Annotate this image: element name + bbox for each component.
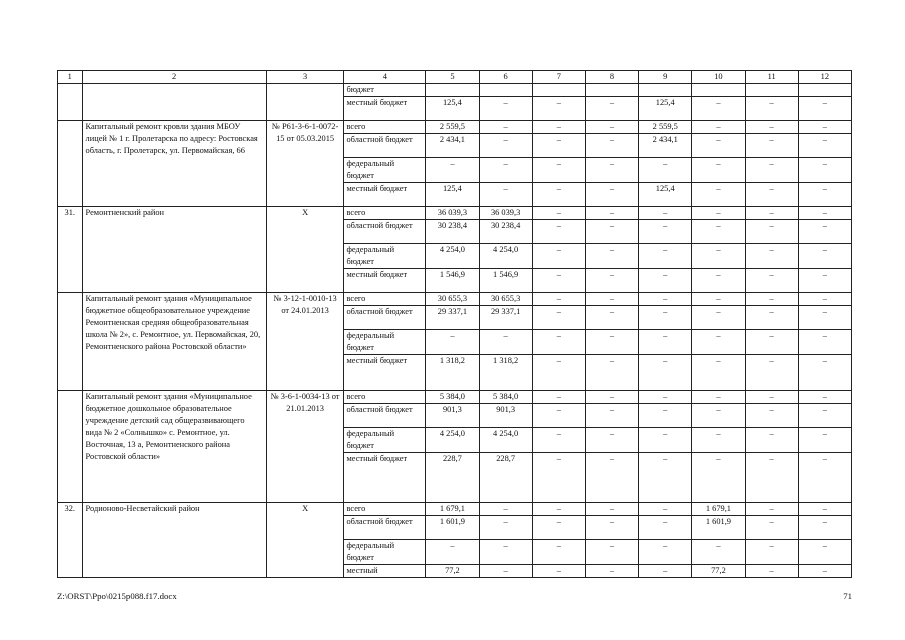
header-cell: 11 (745, 71, 798, 84)
value-cell: – (479, 540, 532, 565)
header-cell: 5 (426, 71, 479, 84)
table-row (58, 293, 852, 306)
value-cell: – (532, 244, 585, 269)
funding-source-cell: местный (344, 565, 426, 578)
value-cell: – (479, 330, 532, 355)
document-ref-cell (266, 84, 344, 121)
budget-table (57, 70, 852, 578)
value-cell: 29 337,1 (479, 306, 532, 330)
value-cell: – (585, 565, 638, 578)
value-cell: – (692, 453, 745, 503)
value-cell: – (692, 207, 745, 220)
value-cell: – (745, 207, 798, 220)
object-name-cell (82, 84, 266, 121)
value-cell: – (745, 355, 798, 391)
value-cell: – (532, 540, 585, 565)
funding-source-cell: местный бюджет (344, 355, 426, 391)
value-cell: – (639, 404, 692, 428)
value-cell: 1 546,9 (426, 269, 479, 293)
value-cell: 901,3 (479, 404, 532, 428)
value-cell: – (692, 97, 745, 121)
value-cell: – (692, 391, 745, 404)
value-cell: – (532, 453, 585, 503)
value-cell: – (692, 404, 745, 428)
value-cell: – (639, 244, 692, 269)
value-cell: – (585, 503, 638, 516)
value-cell: – (585, 516, 638, 540)
value-cell: – (639, 158, 692, 183)
value-cell: – (745, 121, 798, 134)
value-cell: – (798, 306, 851, 330)
value-cell: – (798, 516, 851, 540)
header-cell: 2 (82, 71, 266, 84)
document-page (57, 70, 852, 578)
value-cell: 2 434,1 (639, 134, 692, 158)
value-cell: – (639, 330, 692, 355)
value-cell: – (692, 428, 745, 453)
value-cell: – (798, 269, 851, 293)
value-cell: – (798, 207, 851, 220)
row-number-cell (58, 293, 83, 391)
value-cell: – (532, 516, 585, 540)
funding-source-cell: областной бюджет (344, 306, 426, 330)
value-cell: – (585, 404, 638, 428)
value-cell: – (639, 355, 692, 391)
value-cell: – (798, 97, 851, 121)
value-cell: – (639, 391, 692, 404)
value-cell: 1 679,1 (692, 503, 745, 516)
value-cell: – (798, 428, 851, 453)
value-cell: – (798, 503, 851, 516)
value-cell: – (798, 453, 851, 503)
funding-source-cell: федеральный бюджет (344, 158, 426, 183)
value-cell: – (798, 134, 851, 158)
value-cell: 4 254,0 (479, 244, 532, 269)
value-cell: 2 559,5 (426, 121, 479, 134)
value-cell: – (532, 428, 585, 453)
value-cell: 1 601,9 (426, 516, 479, 540)
header-row (58, 71, 852, 84)
funding-source-cell: федеральный бюджет (344, 330, 426, 355)
value-cell (532, 84, 585, 97)
value-cell: 77,2 (426, 565, 479, 578)
value-cell: 1 679,1 (426, 503, 479, 516)
value-cell: – (479, 97, 532, 121)
value-cell: – (745, 503, 798, 516)
value-cell: 228,7 (479, 453, 532, 503)
value-cell: 30 655,3 (479, 293, 532, 306)
funding-source-cell: местный бюджет (344, 453, 426, 503)
value-cell: 125,4 (426, 183, 479, 207)
value-cell: – (692, 540, 745, 565)
document-ref-cell: Х (266, 207, 344, 293)
value-cell: – (532, 330, 585, 355)
row-number-cell (58, 391, 83, 503)
value-cell: – (479, 503, 532, 516)
value-cell: – (532, 306, 585, 330)
document-ref-cell: Х (266, 503, 344, 578)
value-cell: – (798, 220, 851, 244)
value-cell: – (798, 244, 851, 269)
value-cell: – (585, 293, 638, 306)
value-cell: – (798, 121, 851, 134)
value-cell: – (639, 565, 692, 578)
value-cell: – (532, 269, 585, 293)
value-cell: – (585, 134, 638, 158)
value-cell: – (585, 453, 638, 503)
value-cell: – (639, 220, 692, 244)
value-cell: – (692, 306, 745, 330)
value-cell: – (798, 565, 851, 578)
header-cell: 12 (798, 71, 851, 84)
value-cell: – (479, 134, 532, 158)
value-cell: – (585, 97, 638, 121)
value-cell: – (479, 183, 532, 207)
value-cell: 77,2 (692, 565, 745, 578)
funding-source-cell: бюджет (344, 84, 426, 97)
funding-source-cell: областной бюджет (344, 134, 426, 158)
value-cell (585, 84, 638, 97)
value-cell: – (639, 293, 692, 306)
value-cell: 4 254,0 (426, 244, 479, 269)
value-cell: – (745, 428, 798, 453)
document-ref-cell: № Р61-3-6-1-0072-15 от 05.03.2015 (266, 121, 344, 207)
header-cell: 10 (692, 71, 745, 84)
header-cell: 9 (639, 71, 692, 84)
value-cell: – (532, 391, 585, 404)
value-cell: – (585, 207, 638, 220)
funding-source-cell: федеральный бюджет (344, 428, 426, 453)
table-row (58, 391, 852, 404)
funding-source-cell: областной бюджет (344, 220, 426, 244)
table-body (58, 71, 852, 578)
header-cell: 1 (58, 71, 83, 84)
funding-source-cell: всего (344, 293, 426, 306)
object-name-cell: Капитальный ремонт здания «Муниципальное бюджетное дошкольное образовательное учреждение детский сад общеразвивающего вида № 2 «Солнышко» с. Ремонтное, ул. Восточная, 13 а, Ремонтненского района Ростовской области» (82, 391, 266, 503)
value-cell: 1 546,9 (479, 269, 532, 293)
funding-source-cell: местный бюджет (344, 97, 426, 121)
value-cell: – (585, 269, 638, 293)
value-cell: – (639, 540, 692, 565)
value-cell: – (692, 330, 745, 355)
value-cell: 1 601,9 (692, 516, 745, 540)
value-cell: – (692, 121, 745, 134)
value-cell: – (745, 565, 798, 578)
value-cell: – (532, 404, 585, 428)
value-cell: – (585, 244, 638, 269)
row-number-cell (58, 84, 83, 121)
value-cell: – (532, 158, 585, 183)
value-cell: 4 254,0 (479, 428, 532, 453)
value-cell (692, 84, 745, 97)
table-row (58, 121, 852, 134)
value-cell: – (532, 134, 585, 158)
value-cell (798, 84, 851, 97)
row-number-cell (58, 121, 83, 207)
object-name-cell: Родионово-Несветайский район (82, 503, 266, 578)
value-cell: – (798, 183, 851, 207)
funding-source-cell: всего (344, 207, 426, 220)
value-cell: 2 434,1 (426, 134, 479, 158)
value-cell (639, 84, 692, 97)
value-cell: – (692, 158, 745, 183)
value-cell: – (692, 355, 745, 391)
value-cell: 228,7 (426, 453, 479, 503)
funding-source-cell: областной бюджет (344, 404, 426, 428)
value-cell: 4 254,0 (426, 428, 479, 453)
table-row (58, 207, 852, 220)
value-cell: – (532, 207, 585, 220)
value-cell: – (745, 97, 798, 121)
value-cell: – (639, 453, 692, 503)
value-cell: 125,4 (639, 183, 692, 207)
value-cell: – (798, 355, 851, 391)
value-cell: – (639, 207, 692, 220)
value-cell: – (479, 565, 532, 578)
value-cell: 36 039,3 (426, 207, 479, 220)
value-cell: – (426, 540, 479, 565)
value-cell: 30 655,3 (426, 293, 479, 306)
value-cell: – (692, 269, 745, 293)
value-cell: – (745, 134, 798, 158)
value-cell: – (585, 540, 638, 565)
value-cell: – (745, 516, 798, 540)
value-cell: – (585, 183, 638, 207)
value-cell: – (639, 503, 692, 516)
value-cell: – (532, 355, 585, 391)
value-cell: – (745, 540, 798, 565)
file-path: Z:\ORST\Ppo\0215p088.f17.docx (57, 591, 177, 601)
value-cell: – (745, 244, 798, 269)
funding-source-cell: всего (344, 503, 426, 516)
value-cell: – (745, 330, 798, 355)
value-cell: – (532, 121, 585, 134)
value-cell: – (745, 220, 798, 244)
value-cell: – (745, 293, 798, 306)
value-cell: – (479, 516, 532, 540)
header-cell: 4 (344, 71, 426, 84)
value-cell: – (798, 158, 851, 183)
value-cell: 5 384,0 (426, 391, 479, 404)
value-cell: – (479, 121, 532, 134)
value-cell: 901,3 (426, 404, 479, 428)
row-number-cell: 32. (58, 503, 83, 578)
value-cell: – (585, 428, 638, 453)
value-cell: – (798, 293, 851, 306)
value-cell: 125,4 (426, 97, 479, 121)
row-number-cell: 31. (58, 207, 83, 293)
value-cell: – (532, 183, 585, 207)
funding-source-cell: всего (344, 121, 426, 134)
value-cell: – (798, 391, 851, 404)
value-cell: – (426, 330, 479, 355)
value-cell: – (692, 244, 745, 269)
value-cell: – (639, 269, 692, 293)
funding-source-cell: всего (344, 391, 426, 404)
value-cell: – (798, 540, 851, 565)
table-row (58, 503, 852, 516)
value-cell: – (692, 183, 745, 207)
value-cell: – (745, 269, 798, 293)
value-cell: – (532, 97, 585, 121)
funding-source-cell: местный бюджет (344, 269, 426, 293)
funding-source-cell: областной бюджет (344, 516, 426, 540)
document-ref-cell: № 3-6-1-0034-13 от 21.01.2013 (266, 391, 344, 503)
page-number: 71 (843, 591, 852, 601)
value-cell: 29 337,1 (426, 306, 479, 330)
value-cell: – (585, 158, 638, 183)
value-cell: – (532, 293, 585, 306)
value-cell: – (745, 391, 798, 404)
value-cell: – (585, 121, 638, 134)
value-cell: – (745, 453, 798, 503)
value-cell (426, 84, 479, 97)
header-cell: 3 (266, 71, 344, 84)
value-cell (479, 84, 532, 97)
table-row (58, 84, 852, 97)
value-cell: – (479, 158, 532, 183)
value-cell: – (426, 158, 479, 183)
value-cell: – (532, 503, 585, 516)
value-cell: – (692, 134, 745, 158)
value-cell: – (692, 293, 745, 306)
object-name-cell: Капитальный ремонт здания «Муниципальное бюджетное общеобразовательное учреждение Ремонтненская средняя общеобразовательная школа № 2», с. Ремонтное, ул. Первомайская, 20, Ремонтненского района Ростовской области» (82, 293, 266, 391)
value-cell: – (532, 565, 585, 578)
value-cell: 1 318,2 (479, 355, 532, 391)
value-cell (745, 84, 798, 97)
value-cell: – (692, 220, 745, 244)
value-cell: – (639, 306, 692, 330)
value-cell: – (745, 158, 798, 183)
funding-source-cell: местный бюджет (344, 183, 426, 207)
value-cell: – (639, 428, 692, 453)
header-cell: 7 (532, 71, 585, 84)
value-cell: 36 039,3 (479, 207, 532, 220)
value-cell: – (745, 183, 798, 207)
document-ref-cell: № 3-12-1-0010-13 от 24.01.2013 (266, 293, 344, 391)
value-cell: – (745, 306, 798, 330)
value-cell: – (798, 404, 851, 428)
value-cell: – (745, 404, 798, 428)
value-cell: – (798, 330, 851, 355)
funding-source-cell: федеральный бюджет (344, 540, 426, 565)
value-cell: 5 384,0 (479, 391, 532, 404)
value-cell: – (585, 391, 638, 404)
object-name-cell: Капитальный ремонт кровли здания МБОУ лицей № 1 г. Пролетарска по адресу: Ростовская область, г. Пролетарск, ул. Первомайская, 66 (82, 121, 266, 207)
funding-source-cell: федеральный бюджет (344, 244, 426, 269)
value-cell: 2 559,5 (639, 121, 692, 134)
value-cell: – (585, 355, 638, 391)
value-cell: 1 318,2 (426, 355, 479, 391)
header-cell: 6 (479, 71, 532, 84)
value-cell: – (639, 516, 692, 540)
header-cell: 8 (585, 71, 638, 84)
value-cell: – (585, 330, 638, 355)
value-cell: – (532, 220, 585, 244)
value-cell: 125,4 (639, 97, 692, 121)
value-cell: 30 238,4 (479, 220, 532, 244)
object-name-cell: Ремонтненский район (82, 207, 266, 293)
value-cell: – (585, 306, 638, 330)
value-cell: – (585, 220, 638, 244)
value-cell: 30 238,4 (426, 220, 479, 244)
